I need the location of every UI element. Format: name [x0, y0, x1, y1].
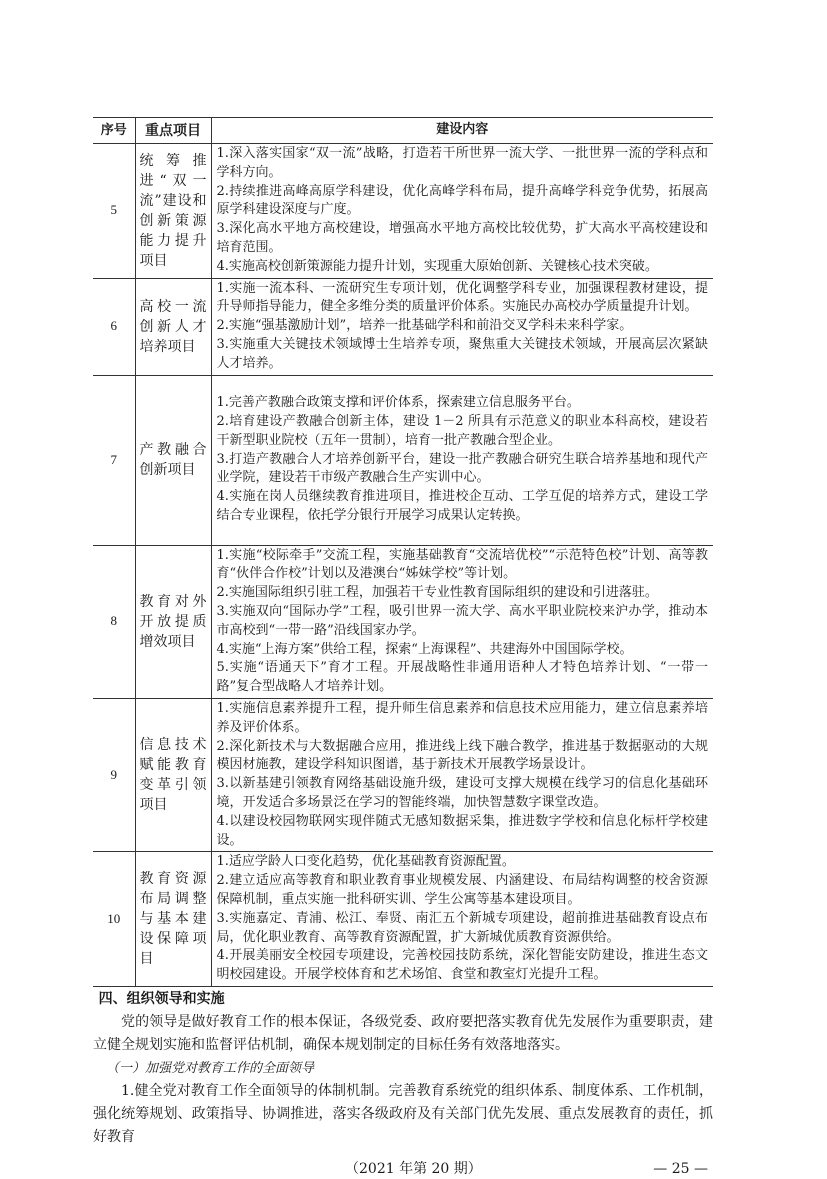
content-item: 1.完善产教融合政策支撑和评价体系，探索建立信息服务平台。 — [216, 395, 580, 411]
table-row — [93, 852, 713, 987]
section-body — [93, 988, 713, 1149]
header-project: 重点项目 — [135, 118, 211, 144]
content-item: 4.开展美丽安全校园专项建设，完善校园技防系统，深化智能安防建设，推进生态文明校园建设。开展学校体育和艺术场馆、食堂和教室灯光提升工程。 — [216, 948, 708, 983]
page-number: — 25 — — [653, 1160, 708, 1177]
row-content — [211, 852, 713, 987]
row-number: 9 — [93, 698, 135, 851]
table-header-row — [93, 118, 713, 144]
content-item: 3.实施重大关键技术领域博士生培养专项，聚焦重大关键技术领域，开展高层次紧缺人才培养。 — [216, 336, 708, 371]
content-item: 2.深化新技术与大数据融合应用，推进线上线下融合教学，推进基于数据驱动的大规模因材施教，建设学科知识图谱，基于新技术开展教学场景设计。 — [216, 738, 708, 773]
row-content — [211, 698, 713, 851]
content-item: 1.适应学龄人口变化趋势，优化基础教育资源配置。 — [216, 854, 515, 870]
content-item: 3.实施嘉定、青浦、松江、奉贤、南汇五个新城专项建设，超前推进基础教育设点布局，优化职业教育、高等教育资源配置，扩大新城优质教育资源供给。 — [216, 910, 708, 945]
row-project: 教育资源布局调整与基本建设保障项目 — [135, 852, 211, 987]
table-row — [93, 375, 713, 545]
row-content — [211, 144, 713, 279]
header-number: 序号 — [93, 118, 135, 144]
content-item: 3.打造产教融合人才培养创新平台，建设一批产教融合研究生联合培养基地和现代产业学院，建设若干市级产教融合生产实训中心。 — [216, 451, 708, 486]
row-number: 8 — [93, 545, 135, 698]
row-number: 7 — [93, 375, 135, 545]
content-item: 2.建立适应高等教育和职业教育事业规模发展、内涵建设、布局结构调整的校舍资源保障机制，重点实施一批科研实训、学生公寓等基本建设项目。 — [216, 873, 708, 907]
content-item: 4.实施在岗人员继续教育推进项目，推进校企互动、工学互促的培养方式，建设工学结合专业课程，依托学分银行开展学习成果认定转换。 — [216, 489, 708, 524]
row-number: 6 — [93, 278, 135, 375]
key-projects-table — [93, 117, 713, 987]
content-item: 3.以新基建引领教育网络基础设施升级，建设可支撑大规模在线学习的信息化基础环境，开发适合多场景泛在学习的智能终端，加快智慧数字课堂改造。 — [216, 776, 708, 810]
row-project: 产教融合创新项目 — [135, 375, 211, 545]
section-heading: 四、组织领导和实施 — [98, 990, 225, 1007]
issue-label: （2021 年第 20 期） — [345, 1160, 482, 1177]
row-project: 信息技术赋能教育变革引领项目 — [135, 698, 211, 851]
row-content — [211, 545, 713, 698]
content-item: 4.以建设校园物联网实现伴随式无感知数据采集，推进数字学校和信息化标杆学校建设。 — [216, 813, 708, 848]
row-project: 高校一流创新人才培养项目 — [135, 278, 211, 375]
content-item: 1.实施一流本科、一流研究生专项计划，优化调整学科专业，加强课程教材建设，提升导师指导能力，健全多维分类的质量评价体系。实施民办高校办学质量提升计划。 — [216, 280, 708, 315]
table-row — [93, 144, 713, 279]
row-project: 教育对外开放提质增效项目 — [135, 545, 211, 698]
row-content — [211, 278, 713, 375]
table-row — [93, 278, 713, 375]
page-content — [93, 117, 713, 1179]
content-item: 2.实施“强基激励计划”，培养一批基础学科和前沿交叉学科未来科学家。 — [216, 318, 633, 334]
section-paragraph: 1.健全党对教育工作全面领导的体制机制。完善教育系统党的组织体系、制度体系、工作机制，强化统筹规划、政策指导、协调推进，落实各级政府及有关部门优先发展、重点发展教育的责任，抓好教育 — [93, 1082, 713, 1145]
row-content — [211, 375, 713, 545]
content-item: 1.实施“校际牵手”交流工程，实施基础教育“交流培优校”“示范特色校”计划、高等教育“伙伴合作校”计划以及港澳台“姊妹学校”等计划。 — [216, 547, 708, 582]
table-row — [93, 698, 713, 851]
section-intro: 党的领导是做好教育工作的根本保证，各级党委、政府要把落实教育优先发展作为重要职责，建立健全规划实施和监督评估机制，确保本规划制定的目标任务有效落地落实。 — [93, 1013, 713, 1053]
content-item: 2.持续推进高峰高原学科建设，优化高峰学科布局，提升高峰学科竞争优势，拓展高原学科建设深度与广度。 — [216, 183, 708, 218]
content-item: 4.实施高校创新策源能力提升计划，实现重大原始创新、关键核心技术突破。 — [216, 258, 658, 274]
content-item: 4.实施“上海方案”供给工程，探索“上海课程”、共建海外中国国际学校。 — [216, 641, 633, 657]
page-footer — [93, 1149, 713, 1179]
content-item: 1.实施信息素养提升工程，提升师生信息素养和信息技术应用能力，建立信息素养培养及评价体系。 — [216, 700, 708, 735]
header-content: 建设内容 — [211, 118, 713, 144]
content-item: 3.深化高水平地方高校建设，增强高水平地方高校比较优势，扩大高水平高校建设和培育范围。 — [216, 221, 708, 255]
row-number: 10 — [93, 852, 135, 987]
content-item: 2.培育建设产教融合创新主体，建设 1－2 所具有示范意义的职业本科高校，建设若干新型职业院校（五年一贯制），培育一批产教融合型企业。 — [216, 414, 708, 448]
section-subheading: （一）加强党对教育工作的全面领导 — [106, 1060, 315, 1076]
content-item: 2.实施国际组织引驻工程，加强若干专业性教育国际组织的建设和引进落驻。 — [216, 585, 658, 601]
row-number: 5 — [93, 144, 135, 279]
table-row — [93, 545, 713, 698]
content-item: 3.实施双向“国际办学”工程，吸引世界一流大学、高水平职业院校来沪办学，推动本市高校到“一带一路”沿线国家办学。 — [216, 603, 708, 638]
content-item: 1.深入落实国家“双一流”战略，打造若干所世界一流大学、一批世界一流的学科点和学科方向。 — [216, 146, 708, 180]
row-project: 统筹推进“双一流”建设和创新策源能力提升项目 — [135, 144, 211, 279]
content-item: 5.实施“语通天下”育才工程。开展战略性非通用语种人才特色培养计划、“一带一路”复合型战略人才培养计划。 — [216, 660, 708, 695]
